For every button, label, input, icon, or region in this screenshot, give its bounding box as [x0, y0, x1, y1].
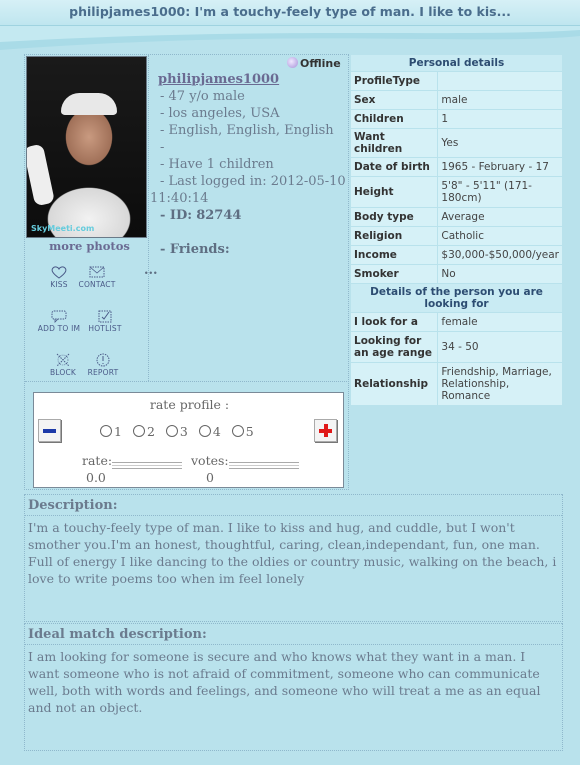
- profile-id: - ID: 82744: [160, 208, 242, 223]
- radio-icon: [100, 425, 112, 437]
- header-wave-decoration: [0, 26, 580, 52]
- rate-label: rate:: [82, 453, 113, 468]
- online-status: [287, 57, 341, 70]
- radio-icon: [199, 425, 211, 437]
- report-button[interactable]: REPORT: [73, 353, 133, 377]
- profile-blank: -: [160, 140, 165, 155]
- table-row: Date of birth 1965 - February - 17: [351, 158, 562, 176]
- more-photos-link[interactable]: more photos: [49, 239, 130, 253]
- looking-for-header: Details of the person you are looking for: [351, 284, 562, 312]
- ideal-match-heading: Ideal match description:: [25, 623, 562, 645]
- profile-children: - Have 1 children: [160, 157, 274, 172]
- ideal-match-section: [24, 623, 563, 751]
- profile-age: - 47 y/o male: [160, 89, 245, 104]
- profile-location: - los angeles, USA: [160, 106, 280, 121]
- table-row: Relationship Friendship, Marriage, Relationship, Romance: [351, 363, 562, 405]
- contact-button[interactable]: CONTACT: [67, 265, 127, 289]
- votes-label: votes:: [191, 453, 229, 468]
- personal-details-header: Personal details: [351, 55, 562, 71]
- username-link[interactable]: philipjames1000: [158, 72, 280, 87]
- status-text: Offline: [300, 57, 341, 70]
- votes-bar: [229, 462, 299, 469]
- votes-value: 0: [206, 470, 214, 485]
- add-to-im-button[interactable]: ADD TO IM: [29, 309, 89, 333]
- ideal-match-text: I am looking for someone is secure and who knows what they want in a man. I want someone who is not afraid of commitment, someone who can communicate well, both with words and feelings, and someone who will treat a me as an equal and not an object.: [28, 649, 541, 715]
- table-row: Sex male: [351, 91, 562, 109]
- description-heading: Description:: [25, 494, 562, 516]
- rate-bar: [112, 462, 182, 469]
- profile-languages: - English, English, English: [160, 123, 334, 138]
- profile-left-column: [24, 54, 349, 490]
- radio-icon: [133, 425, 145, 437]
- table-row: Income $30,000-$50,000/year: [351, 246, 562, 264]
- rate-option-1[interactable]: 1: [100, 424, 122, 439]
- rate-profile-box: [33, 392, 344, 488]
- rate-minus-button[interactable]: [38, 419, 61, 442]
- report-icon: [94, 353, 112, 367]
- checklist-icon: [96, 309, 114, 323]
- block-icon: [54, 353, 72, 367]
- table-row: Height 5'8" - 5'11" (171-180cm): [351, 177, 562, 207]
- table-row: Religion Catholic: [351, 227, 562, 245]
- table-row: Looking for an age range 34 - 50: [351, 332, 562, 362]
- personal-details-table: [350, 54, 563, 406]
- profile-summary: [144, 71, 350, 279]
- radio-icon: [166, 425, 178, 437]
- table-row: Children 1: [351, 110, 562, 128]
- rate-value: 0.0: [86, 470, 106, 485]
- kiss-button[interactable]: KISS: [29, 265, 89, 289]
- friends-label: - Friends:: [160, 242, 230, 257]
- block-button[interactable]: BLOCK: [33, 353, 93, 377]
- status-dot-icon: [287, 57, 298, 68]
- table-row: Smoker No: [351, 265, 562, 283]
- description-section: [24, 494, 563, 622]
- rate-option-2[interactable]: 2: [133, 424, 155, 439]
- rate-option-5[interactable]: 5: [232, 424, 254, 439]
- table-row: Want children Yes: [351, 129, 562, 157]
- page-title: philipjames1000: I'm a touchy-feely type of man. I like to kis...: [69, 4, 511, 19]
- table-row: I look for a female: [351, 313, 562, 331]
- envelope-icon: [88, 265, 106, 279]
- profile-id-value: 82744: [196, 208, 242, 223]
- chat-bubble-icon: [50, 309, 68, 323]
- hotlist-button[interactable]: HOTLIST: [75, 309, 135, 333]
- radio-icon: [232, 425, 244, 437]
- table-row: ProfileType: [351, 72, 562, 90]
- photo-watermark: SkyMeeti.com: [31, 224, 95, 233]
- rate-option-3[interactable]: 3: [166, 424, 188, 439]
- description-text: I'm a touchy-feely type of man. I like to kiss and hug, and cuddle, but I won't smother you.I'm an honest, thoughtful, caring, clean,independant, fun, one man. Full of energy I like dancing to the oldies or country music, walking on the beach, i love to write poems too when im feel lonely: [28, 520, 557, 586]
- rate-option-4[interactable]: 4: [199, 424, 221, 439]
- profile-last-logged-time: 11:40:14: [150, 191, 209, 206]
- rate-title: rate profile :: [149, 397, 230, 412]
- page-title-bar: [0, 0, 580, 26]
- profile-panel: [24, 54, 563, 492]
- friends-more-link[interactable]: ...: [144, 263, 158, 278]
- profile-photo[interactable]: [26, 56, 147, 238]
- profile-last-logged: - Last logged in: 2012-05-10: [160, 174, 346, 189]
- rate-plus-button[interactable]: [314, 419, 337, 442]
- heart-icon: [50, 265, 68, 279]
- table-row: Body type Average: [351, 208, 562, 226]
- rate-options: [100, 424, 261, 439]
